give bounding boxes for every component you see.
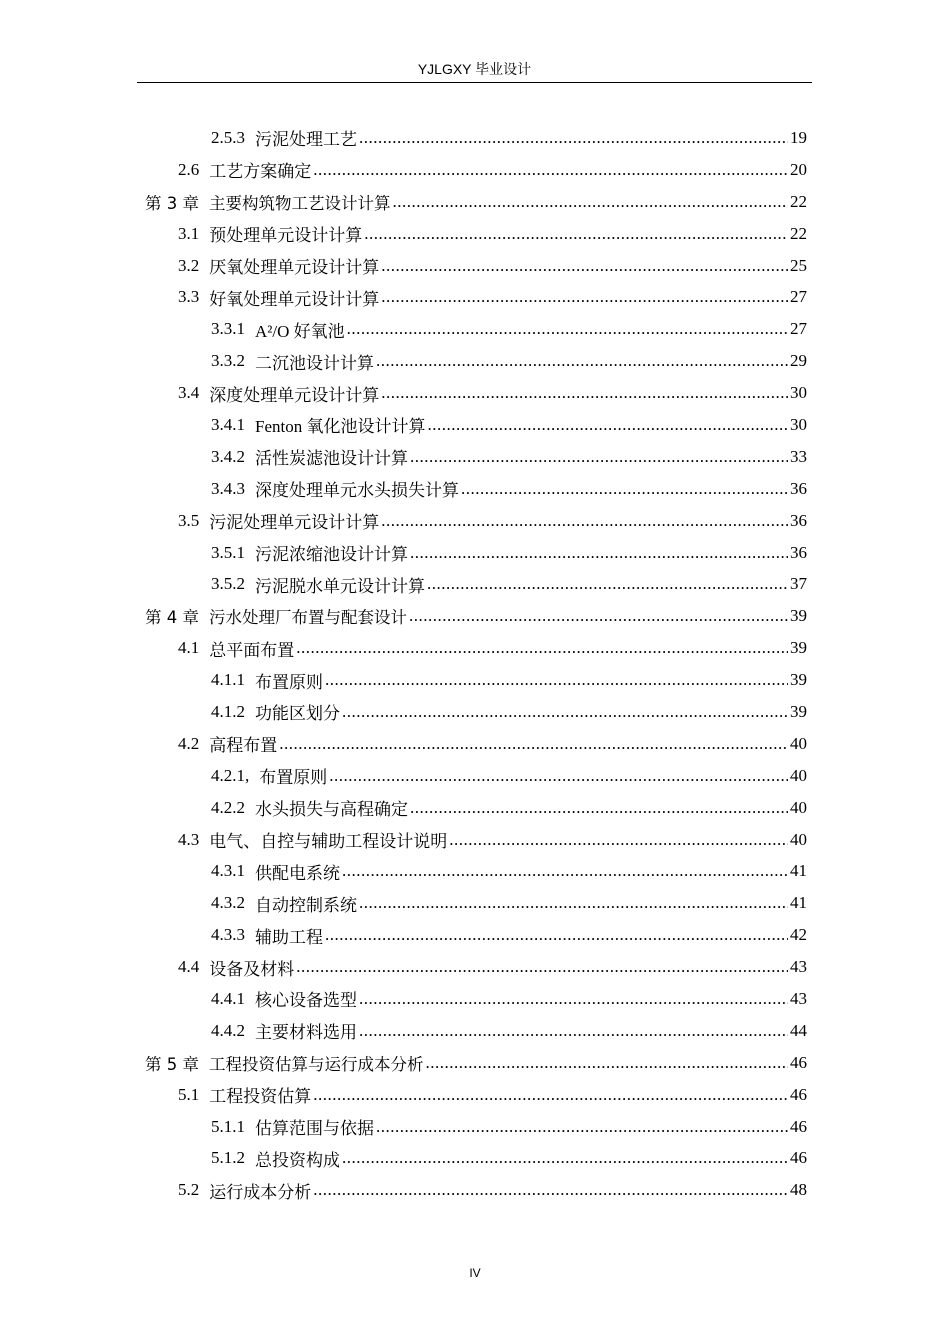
toc-entry-title: 厌氧处理单元设计计算 xyxy=(209,258,380,277)
toc-dot-leader xyxy=(381,287,788,307)
toc-entry-number: 第 3 章 xyxy=(145,193,199,213)
toc-entry-number: 4.4 xyxy=(178,957,200,977)
toc-dot-leader xyxy=(342,1148,788,1168)
toc-entry-number: 2.5.3 xyxy=(211,127,245,147)
toc-entry-number: 4.2.1, xyxy=(211,765,250,785)
toc-entry-number: 4.1.2 xyxy=(211,701,245,721)
toc-dot-leader xyxy=(409,606,788,626)
toc-entry-number: 3.5 xyxy=(178,510,200,530)
toc-entry-page: 41 xyxy=(790,861,807,881)
toc-entry[interactable] xyxy=(0,537,950,569)
toc-entry-page: 30 xyxy=(790,383,807,403)
toc-entry-page: 39 xyxy=(790,606,807,626)
toc-entry-number: 4.4.1 xyxy=(211,988,245,1008)
toc-dot-leader xyxy=(342,702,788,722)
toc-entry[interactable] xyxy=(0,1174,950,1206)
toc-entry-number: 3.4 xyxy=(178,383,200,403)
toc-entry[interactable] xyxy=(0,1143,950,1175)
toc-entry[interactable] xyxy=(0,281,950,313)
toc-dot-leader xyxy=(376,351,788,371)
toc-dot-leader xyxy=(426,1053,789,1073)
toc-entry-title: 深度处理单元设计计算 xyxy=(209,385,380,405)
toc-entry-title: 总平面布置 xyxy=(209,640,295,660)
toc-entry[interactable] xyxy=(0,919,950,951)
toc-entry-page: 27 xyxy=(790,319,807,339)
toc-dot-leader xyxy=(329,766,788,786)
toc-entry-title: 布置原则 xyxy=(259,768,328,788)
toc-entry[interactable] xyxy=(0,792,950,824)
toc-dot-leader xyxy=(359,1021,788,1041)
toc-dot-leader xyxy=(376,1117,788,1137)
toc-entry[interactable] xyxy=(0,441,950,473)
toc-dot-leader xyxy=(347,319,788,339)
toc-entry-page: 30 xyxy=(790,414,807,434)
toc-entry-number: 3.5.1 xyxy=(211,542,245,562)
toc-entry-page: 46 xyxy=(790,1116,807,1136)
toc-entry-title: 估算范围与依据 xyxy=(255,1119,374,1139)
toc-dot-leader xyxy=(296,638,788,658)
toc-dot-leader xyxy=(381,383,788,403)
toc-entry[interactable] xyxy=(0,824,950,856)
toc-entry-page: 29 xyxy=(790,351,807,371)
toc-dot-leader xyxy=(325,670,788,690)
toc-entry-number: 4.1 xyxy=(178,638,200,658)
toc-dot-leader xyxy=(342,861,788,881)
toc-entry-page: 19 xyxy=(790,127,807,147)
toc-entry-number: 3.3.2 xyxy=(211,351,245,371)
toc-entry-number: 4.3.1 xyxy=(211,861,245,881)
toc-entry-title: 辅助工程 xyxy=(255,927,323,947)
toc-entry[interactable] xyxy=(0,154,950,186)
toc-entry-page: 46 xyxy=(790,1052,807,1072)
toc-dot-leader xyxy=(359,893,788,913)
toc-entry-page: 22 xyxy=(790,223,807,243)
toc-entry-page: 36 xyxy=(790,478,807,498)
toc-entry-title: 自动控制系统 xyxy=(255,895,357,915)
toc-entry-title: 工程投资估算 xyxy=(209,1087,312,1107)
toc-entry-number: 3.3 xyxy=(178,287,200,307)
toc-dot-leader xyxy=(279,734,788,754)
toc-entry-number: 3.4.1 xyxy=(211,414,245,434)
toc-entry[interactable] xyxy=(0,568,950,600)
toc-dot-leader xyxy=(325,925,788,945)
page-header xyxy=(137,58,812,83)
toc-entry-number: 3.4.3 xyxy=(211,478,245,498)
toc-entry-title: 深度处理单元水头损失计算 xyxy=(255,481,459,501)
toc-entry-title: 主要构筑物工艺设计计算 xyxy=(209,193,391,213)
toc-entry-title: Fenton 氧化池设计计算 xyxy=(255,417,426,437)
toc-entry-title: 二沉池设计计算 xyxy=(255,353,374,373)
toc-dot-leader xyxy=(381,511,788,531)
toc-entry-title: 污泥处理工艺 xyxy=(255,130,357,150)
toc-dot-leader xyxy=(313,1085,788,1105)
toc-entry[interactable] xyxy=(0,600,950,632)
toc-dot-leader xyxy=(381,256,788,276)
toc-entry[interactable] xyxy=(0,632,950,664)
toc-entry[interactable] xyxy=(0,345,950,377)
toc-entry[interactable] xyxy=(0,409,950,441)
toc-dot-leader xyxy=(393,192,789,212)
toc-entry-number: 4.3 xyxy=(178,829,200,849)
toc-entry-page: 22 xyxy=(790,191,807,211)
toc-dot-leader xyxy=(313,1180,788,1200)
toc-entry-title: 污泥处理单元设计计算 xyxy=(209,513,380,533)
toc-entry-page: 33 xyxy=(790,446,807,466)
toc-entry-page: 48 xyxy=(790,1180,807,1200)
page-footer xyxy=(0,1266,950,1280)
toc-entry-title: 预处理单元设计计算 xyxy=(209,226,363,246)
toc-entry-title: 主要材料选用 xyxy=(255,1023,357,1043)
toc-entry-number: 5.1.1 xyxy=(211,1116,245,1136)
toc-dot-leader xyxy=(427,574,788,594)
toc-entry-number: 3.1 xyxy=(178,223,200,243)
toc-entry-page: 43 xyxy=(790,988,807,1008)
toc-entry-title: 供配电系统 xyxy=(255,863,340,883)
toc-entry-page: 27 xyxy=(790,287,807,307)
toc-entry[interactable] xyxy=(0,377,950,409)
toc-entry-number: 5.1.2 xyxy=(211,1148,245,1168)
toc-entry-number: 5.2 xyxy=(178,1180,200,1200)
toc-entry-title: 水头损失与高程确定 xyxy=(255,800,408,820)
toc-dot-leader xyxy=(410,543,788,563)
toc-entry-page: 37 xyxy=(790,574,807,594)
toc-entry-title: A²/O 好氧池 xyxy=(255,321,345,341)
toc-dot-leader xyxy=(313,160,788,180)
toc-dot-leader xyxy=(359,989,788,1009)
toc-entry-page: 36 xyxy=(790,542,807,562)
toc-entry[interactable] xyxy=(0,728,950,760)
page-number: IV xyxy=(469,1266,481,1280)
toc-entry[interactable] xyxy=(0,855,950,887)
toc-entry-number: 5.1 xyxy=(178,1084,200,1104)
toc-entry-page: 43 xyxy=(790,957,807,977)
toc-entry-title: 活性炭滤池设计计算 xyxy=(255,449,408,469)
toc-entry-page: 42 xyxy=(790,925,807,945)
toc-entry-page: 39 xyxy=(790,638,807,658)
table-of-contents xyxy=(0,122,950,1206)
toc-entry-page: 39 xyxy=(790,701,807,721)
toc-entry-title: 核心设备选型 xyxy=(255,991,357,1011)
toc-entry-number: 4.2 xyxy=(178,733,200,753)
toc-entry[interactable] xyxy=(0,250,950,282)
toc-entry-page: 25 xyxy=(790,255,807,275)
toc-dot-leader xyxy=(449,830,788,850)
header-title: YJLGXY 毕业设计 xyxy=(417,61,532,77)
toc-entry-page: 40 xyxy=(790,765,807,785)
toc-entry-page: 40 xyxy=(790,797,807,817)
toc-entry[interactable] xyxy=(0,1079,950,1111)
toc-entry[interactable] xyxy=(0,313,950,345)
toc-entry[interactable] xyxy=(0,1111,950,1143)
toc-entry-title: 污泥浓缩池设计计算 xyxy=(255,545,408,565)
toc-entry-title: 污水处理厂布置与配套设计 xyxy=(209,608,407,628)
toc-dot-leader xyxy=(364,224,788,244)
toc-entry-page: 41 xyxy=(790,893,807,913)
toc-entry-number: 第 5 章 xyxy=(145,1054,199,1074)
toc-dot-leader xyxy=(359,128,788,148)
toc-dot-leader xyxy=(461,479,788,499)
toc-entry[interactable] xyxy=(0,218,950,250)
toc-entry-title: 高程布置 xyxy=(209,736,278,756)
toc-entry-title: 设备及材料 xyxy=(209,959,295,979)
toc-entry[interactable] xyxy=(0,983,950,1015)
toc-entry-page: 20 xyxy=(790,159,807,179)
toc-entry-title: 功能区划分 xyxy=(255,704,340,724)
toc-dot-leader xyxy=(410,447,788,467)
toc-entry[interactable] xyxy=(0,696,950,728)
toc-entry[interactable] xyxy=(0,1047,950,1079)
toc-entry[interactable] xyxy=(0,1015,950,1047)
toc-entry-title: 工艺方案确定 xyxy=(209,162,312,182)
toc-dot-leader xyxy=(410,798,788,818)
toc-entry[interactable] xyxy=(0,760,950,792)
toc-dot-leader xyxy=(427,415,788,435)
toc-entry[interactable] xyxy=(0,664,950,696)
toc-entry-number: 4.3.2 xyxy=(211,893,245,913)
toc-entry-number: 3.4.2 xyxy=(211,446,245,466)
toc-entry[interactable] xyxy=(0,951,950,983)
toc-entry-number: 4.4.2 xyxy=(211,1020,245,1040)
toc-entry-page: 36 xyxy=(790,510,807,530)
toc-entry-title: 污泥脱水单元设计计算 xyxy=(255,576,425,596)
toc-entry-number: 第 4 章 xyxy=(145,608,199,628)
toc-entry-number: 3.3.1 xyxy=(211,319,245,339)
toc-entry-number: 2.6 xyxy=(178,159,200,179)
toc-entry[interactable] xyxy=(0,887,950,919)
toc-entry-number: 4.1.1 xyxy=(211,670,245,690)
toc-entry-number: 3.2 xyxy=(178,255,200,275)
toc-entry-number: 4.3.3 xyxy=(211,925,245,945)
toc-entry-page: 39 xyxy=(790,670,807,690)
toc-entry-title: 运行成本分析 xyxy=(209,1182,312,1202)
toc-entry-page: 44 xyxy=(790,1020,807,1040)
toc-entry-number: 4.2.2 xyxy=(211,797,245,817)
toc-entry[interactable] xyxy=(0,186,950,218)
toc-entry-title: 好氧处理单元设计计算 xyxy=(209,289,380,309)
toc-entry[interactable] xyxy=(0,505,950,537)
toc-entry-title: 布置原则 xyxy=(255,672,323,692)
toc-entry-title: 电气、自控与辅助工程设计说明 xyxy=(209,832,448,852)
toc-entry[interactable] xyxy=(0,473,950,505)
toc-entry-title: 总投资构成 xyxy=(255,1150,340,1170)
toc-entry[interactable] xyxy=(0,122,950,154)
toc-entry-number: 3.5.2 xyxy=(211,574,245,594)
toc-entry-title: 工程投资估算与运行成本分析 xyxy=(209,1054,424,1074)
toc-entry-page: 40 xyxy=(790,733,807,753)
toc-entry-page: 40 xyxy=(790,829,807,849)
toc-entry-page: 46 xyxy=(790,1084,807,1104)
toc-entry-page: 46 xyxy=(790,1148,807,1168)
toc-dot-leader xyxy=(296,957,788,977)
